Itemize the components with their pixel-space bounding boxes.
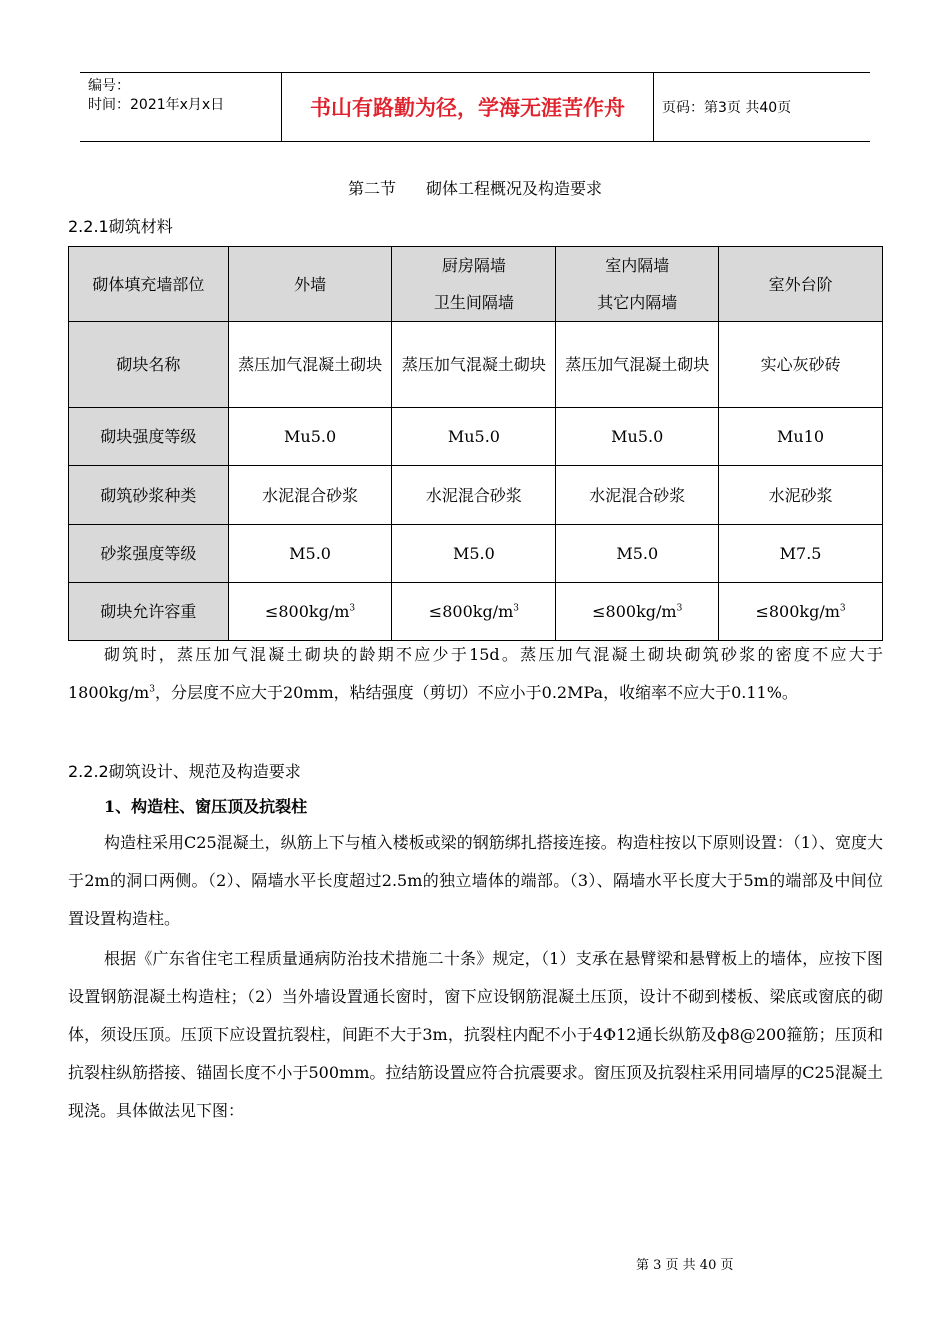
row-label: 砌块名称 [69,322,229,408]
superscript: 3 [676,603,683,614]
table-row [69,583,883,641]
table-cell: 实心灰砂砖 [719,322,883,408]
cell-text: ≤800kg/m [592,602,677,621]
superscript: 3 [839,603,846,614]
table-header-cell: 室外台阶 [719,247,883,322]
table-header-cell [556,247,719,322]
page-header [80,72,870,142]
row-label: 砌筑砂浆种类 [69,466,229,525]
section-title-text: 砌体工程概况及构造要求 [426,179,603,198]
table-cell: Mu5.0 [556,408,719,466]
heading-2-2-1: 2.2.1砌筑材料 [68,217,173,236]
table-cell: 蒸压加气混凝土砌块 [228,322,392,408]
table-cell [392,583,556,641]
doc-number-label: 编号： [88,78,130,94]
table-cell: M5.0 [392,525,556,583]
table-cell: M5.0 [228,525,392,583]
table-header-cell: 砌体填充墙部位 [69,247,229,322]
table-cell: 水泥砂浆 [719,466,883,525]
row-label: 砂浆强度等级 [69,525,229,583]
section-title-prefix: 第二节 [347,179,396,198]
table-cell: Mu10 [719,408,883,466]
header-page-info: 页码：第3页 共40页 [662,100,792,116]
paragraph-columns: 构造柱采用C25混凝土，纵筋上下与植入楼板或梁的钢筋绑扎搭接连接。构造柱按以下原则设置：（1）、宽度大于2m的洞口两侧。（2）、隔墙水平长度超过2.5m的独立墙体的端部。（3）、隔墙水平长度大于5m的端部及中间位置设置构造柱。 [68,833,883,928]
cell-text: ≤800kg/m [264,602,350,621]
heading-2-2-2: 2.2.2砌筑设计、规范及构造要求 [68,762,301,781]
paragraph-curing [68,636,883,712]
header-line: 厨房隔墙 [441,256,506,275]
header-meta [80,73,282,141]
doc-time-label: 时间：2021年x月x日 [88,97,225,113]
header-motto: 书山有路勤为径，学海无涯苦作舟 [282,73,654,141]
table-row [69,408,883,466]
masonry-material-table [68,246,883,641]
table-cell: 水泥混合砂浆 [392,466,556,525]
para-text: 砌筑时，蒸压加气混凝土砌块的龄期不应少于15d。蒸压加气混凝土砌块砌筑砂浆的密度不应大于1800kg/m [68,645,883,702]
table-header-cell: 外墙 [228,247,392,322]
superscript: 3 [349,603,356,614]
superscript: 3 [149,684,155,695]
section-title [0,176,950,199]
cell-text: ≤800kg/m [755,602,840,621]
table-header-cell [392,247,556,322]
para-text: ，分层度不应大于20mm，粘结强度（剪切）不应小于0.2MPa，收缩率不应大于0.11%。 [154,683,798,702]
superscript: 3 [513,603,519,614]
header-line: 其它内隔墙 [597,293,678,312]
table-cell: 水泥混合砂浆 [228,466,392,525]
table-header-row [69,247,883,322]
table-cell: 蒸压加气混凝土砌块 [556,322,719,408]
table-row [69,525,883,583]
row-label: 砌块允许容重 [69,583,229,641]
paragraph-regulations: 根据《广东省住宅工程质量通病防治技术措施二十条》规定，（1）支承在悬臂梁和悬臂板上的墙体，应按下图设置钢筋混凝土构造柱；（2）当外墙设置通长窗时，窗下应设钢筋混凝土压顶，设计不砌到楼板、梁底或窗底的砌体，须设压顶。压顶下应设置抗裂柱，间距不大于3m，抗裂柱内配不小于4Φ12通长纵筋及ф8@200箍筋；压顶和抗裂柱纵筋搭接、锚固长度不小于500mm。拉结筋设置应符合抗震要求。窗压顶及抗裂柱采用同墙厚的C25混凝土现浇。具体做法见下图： [68,949,883,1120]
subheading-1: 1、构造柱、窗压顶及抗裂柱 [104,797,308,816]
table-cell [719,583,883,641]
table-cell: 水泥混合砂浆 [556,466,719,525]
row-label: 砌块强度等级 [69,408,229,466]
table-cell: Mu5.0 [392,408,556,466]
table-cell [556,583,719,641]
table-cell: M5.0 [556,525,719,583]
page-footer: 第 3 页 共 40 页 [636,1258,734,1273]
cell-text: ≤800kg/m [428,602,514,621]
table-row [69,322,883,408]
table-cell [228,583,392,641]
header-line: 卫生间隔墙 [433,293,514,312]
header-line: 室内隔墙 [605,256,670,275]
table-cell: Mu5.0 [228,408,392,466]
table-cell: 蒸压加气混凝土砌块 [392,322,556,408]
table-cell: M7.5 [719,525,883,583]
table-row [69,466,883,525]
